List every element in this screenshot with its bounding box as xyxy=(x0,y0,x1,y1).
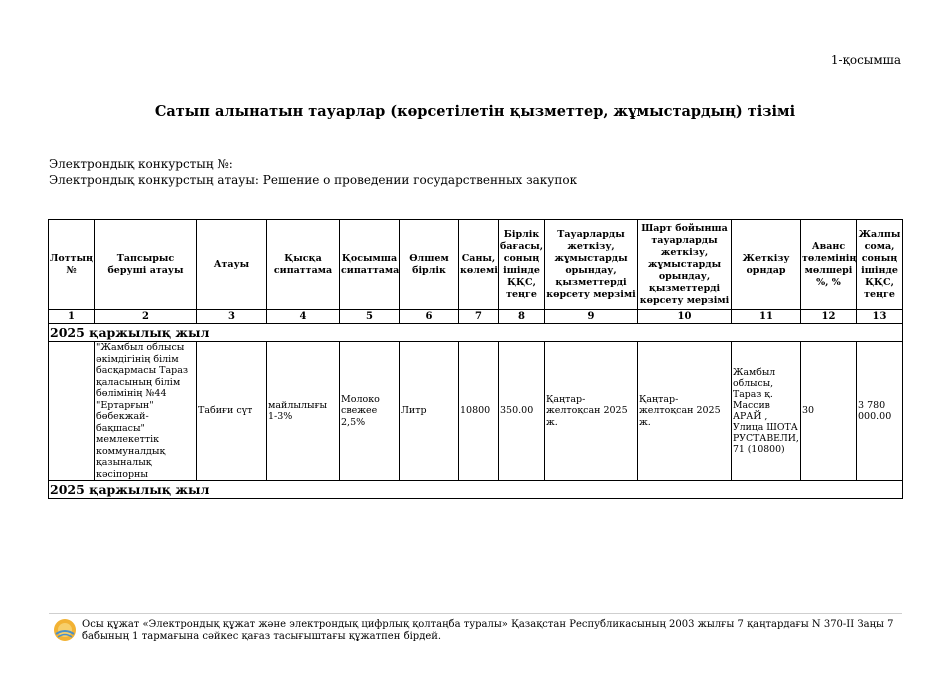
col-header-total: Жалпы сома, соның ішінде ҚҚС, теңге xyxy=(857,220,903,310)
cell-advance: 30 xyxy=(801,342,857,481)
col-number: 9 xyxy=(545,310,638,324)
col-number: 5 xyxy=(340,310,400,324)
col-number: 11 xyxy=(732,310,801,324)
col-header-delivery-term: Тауарларды жеткізу, жұмыстарды орындау, қызметтерді көрсету мерзімі xyxy=(545,220,638,310)
items-table xyxy=(48,219,903,499)
contest-number-label: Электрондық конкурстың №: xyxy=(49,157,233,171)
col-header-unit-price: Бірлік бағасы, соның ішінде ҚҚС, теңге xyxy=(499,220,545,310)
cell-name: Табиғи сүт xyxy=(197,342,267,481)
footer-legal-text: Осы құжат «Электрондық құжат және электрондық цифрлық қолтаңба туралы» Қазақстан Республикасының 2003 жылғы 7 қаңтардағы N 370-II Заңы 7 бабының 1 тармағына сәйкес қағаз тасығыштағы құжатпен бірдей. xyxy=(82,619,894,642)
col-number: 2 xyxy=(95,310,197,324)
col-header-customer: Тапсырыс беруші атауы xyxy=(95,220,197,310)
col-header-lot: Лоттың № xyxy=(49,220,95,310)
cell-contract-term: Қаңтар-желтоқсан 2025 ж. xyxy=(638,342,732,481)
cell-delivery-term: Қаңтар-желтоқсан 2025 ж. xyxy=(545,342,638,481)
cell-extra-desc: Молоко свежее 2,5% xyxy=(340,342,400,481)
year-row-label: 2025 қаржылық жыл xyxy=(49,324,903,342)
cell-total: 3 780 000.00 xyxy=(857,342,903,481)
col-header-unit: Өлшем бірлік xyxy=(400,220,459,310)
col-number: 1 xyxy=(49,310,95,324)
contest-name-value: Решение о проведении государственных закупок xyxy=(262,173,578,187)
year-row xyxy=(49,481,903,499)
col-header-contract-term: Шарт бойынша тауарларды жеткізу, жұмыстарды орындау, қызметтерді көрсету мерзімі xyxy=(638,220,732,310)
year-row xyxy=(49,324,903,342)
contest-name-line xyxy=(49,172,577,188)
cell-lot-no xyxy=(49,342,95,481)
col-number: 12 xyxy=(801,310,857,324)
col-header-short-desc: Қысқа сипаттама xyxy=(267,220,340,310)
col-number: 13 xyxy=(857,310,903,324)
page-title: Сатып алынатын тауарлар (көрсетілетін қызметтер, жұмыстардың) тізімі xyxy=(154,103,796,120)
table-row xyxy=(49,342,903,481)
col-header-quantity: Саны, көлемі xyxy=(459,220,499,310)
col-number: 6 xyxy=(400,310,459,324)
col-header-advance: Аванс төлемінің мөлшері %, % xyxy=(801,220,857,310)
cell-customer: "Жамбыл облысы әкімдігінің білім басқармасы Тараз қаласының білім бөлімінің №44 "Ертарғын" бөбекжай-бақшасы" мемлекеттік коммуналдық қазыналық кәсіпорны xyxy=(95,342,197,481)
cell-short-desc: майлылығы 1-3% xyxy=(267,342,340,481)
cell-delivery-place: Жамбыл облысы, Тараз қ. Массив АРАЙ , Улица ШОТА РУСТАВЕЛИ, 71 (10800) xyxy=(732,342,801,481)
col-number: 10 xyxy=(638,310,732,324)
cell-unit-price: 350.00 xyxy=(499,342,545,481)
col-number: 4 xyxy=(267,310,340,324)
egov-seal-icon xyxy=(53,618,77,642)
col-header-extra-desc: Қосымша сипаттама xyxy=(340,220,400,310)
col-header-delivery-place: Жеткізу орндар xyxy=(732,220,801,310)
column-number-row xyxy=(49,310,903,324)
cell-unit: Литр xyxy=(400,342,459,481)
cell-quantity: 10800 xyxy=(459,342,499,481)
contest-name-label: Электрондық конкурстың атауы: xyxy=(49,173,259,187)
col-number: 8 xyxy=(499,310,545,324)
col-header-name: Атауы xyxy=(197,220,267,310)
header-row xyxy=(49,220,903,310)
year-row-label: 2025 қаржылық жыл xyxy=(49,481,903,499)
footer xyxy=(49,613,902,642)
annex-label: 1-қосымша xyxy=(830,53,901,67)
col-number: 3 xyxy=(197,310,267,324)
contest-meta xyxy=(49,156,577,188)
col-number: 7 xyxy=(459,310,499,324)
